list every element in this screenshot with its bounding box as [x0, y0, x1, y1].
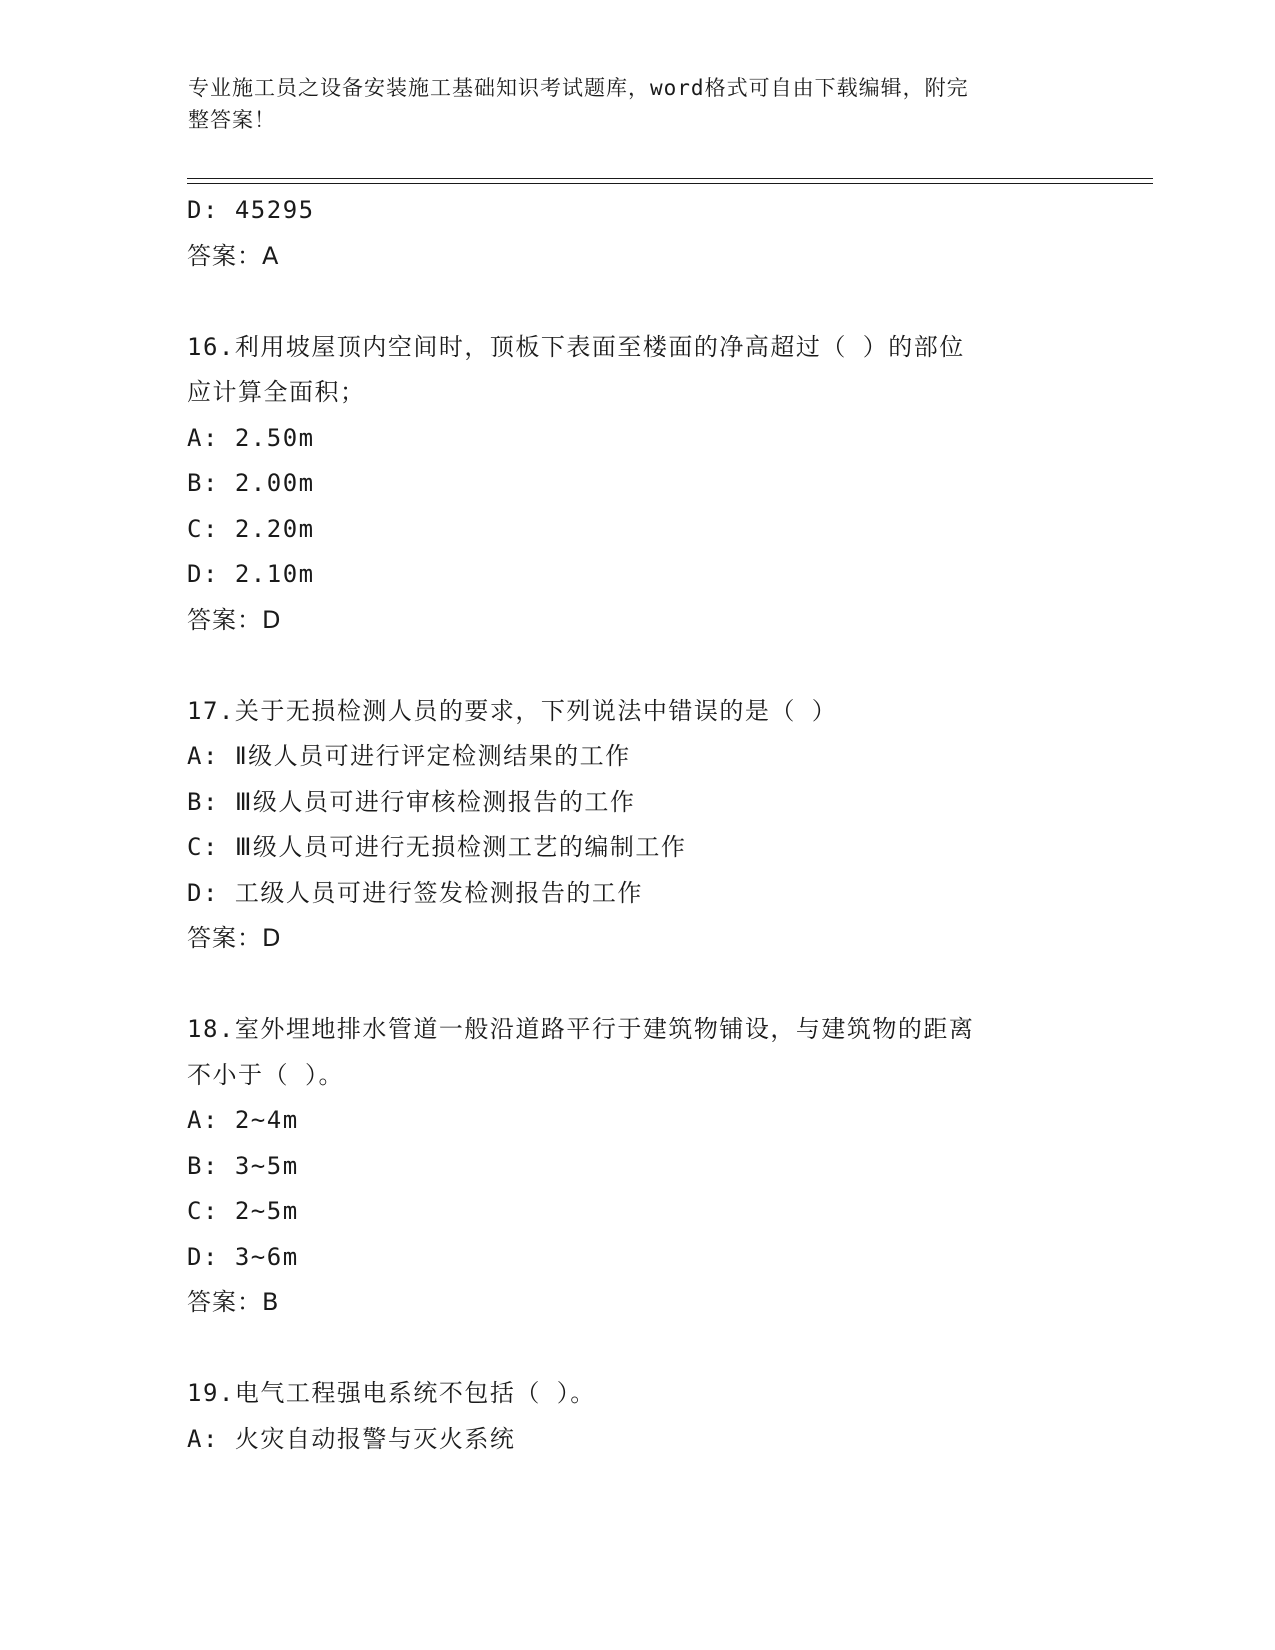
question-stem: 应计算全面积； — [187, 378, 366, 406]
option-a: A: Ⅱ级人员可进行评定检测结果的工作 — [187, 742, 631, 770]
header-divider-top — [187, 178, 1153, 179]
option-a: A: 2~4m — [187, 1106, 299, 1134]
option-d: D: 工级人员可进行签发检测报告的工作 — [187, 878, 643, 907]
question-stem: 19.电气工程强电系统不包括（ ）。 — [187, 1379, 596, 1407]
answer-line: 答案：D — [187, 924, 282, 952]
answer-line: 答案：B — [187, 1288, 280, 1316]
header-divider-bottom — [187, 183, 1153, 184]
header-line-2: 整答案！ — [188, 108, 276, 132]
question-17 — [187, 689, 1087, 962]
option-b: B: Ⅲ级人员可进行审核检测报告的工作 — [187, 787, 636, 816]
option-c: C: 2~5m — [187, 1197, 299, 1225]
spacer — [187, 962, 1087, 1008]
question-content — [187, 188, 1087, 1462]
option-c: C: 2.20m — [187, 514, 315, 543]
header-line-1: 专业施工员之设备安装施工基础知识考试题库，word格式可自由下载编辑，附完 — [188, 76, 969, 100]
question-stem: 不小于（ ）。 — [187, 1060, 344, 1089]
option-a: A: 2.50m — [187, 423, 315, 452]
question-19 — [187, 1371, 1087, 1462]
option-a: A: 火灾自动报警与灭火系统 — [187, 1424, 516, 1453]
option-d: D: 45295 — [187, 196, 315, 224]
option-c: C: Ⅲ级人员可进行无损检测工艺的编制工作 — [187, 833, 687, 861]
document-header — [188, 72, 1068, 136]
option-d: D: 2.10m — [187, 560, 315, 588]
option-b: B: 3~5m — [187, 1151, 299, 1180]
spacer — [187, 279, 1087, 325]
question-stem: 16.利用坡屋顶内空间时，顶板下表面至楼面的净高超过（ ）的部位 — [187, 332, 965, 361]
spacer — [187, 1326, 1087, 1372]
question-stem: 18.室外埋地排水管道一般沿道路平行于建筑物铺设，与建筑物的距离 — [187, 1015, 975, 1043]
previous-question-tail — [187, 188, 1087, 279]
answer-line: 答案：A — [187, 241, 280, 270]
question-stem: 17.关于无损检测人员的要求，下列说法中错误的是（ ） — [187, 696, 838, 725]
spacer — [187, 643, 1087, 689]
option-d: D: 3~6m — [187, 1242, 299, 1271]
answer-line: 答案：D — [187, 605, 282, 634]
question-16 — [187, 325, 1087, 644]
question-18 — [187, 1007, 1087, 1326]
option-b: B: 2.00m — [187, 469, 315, 497]
